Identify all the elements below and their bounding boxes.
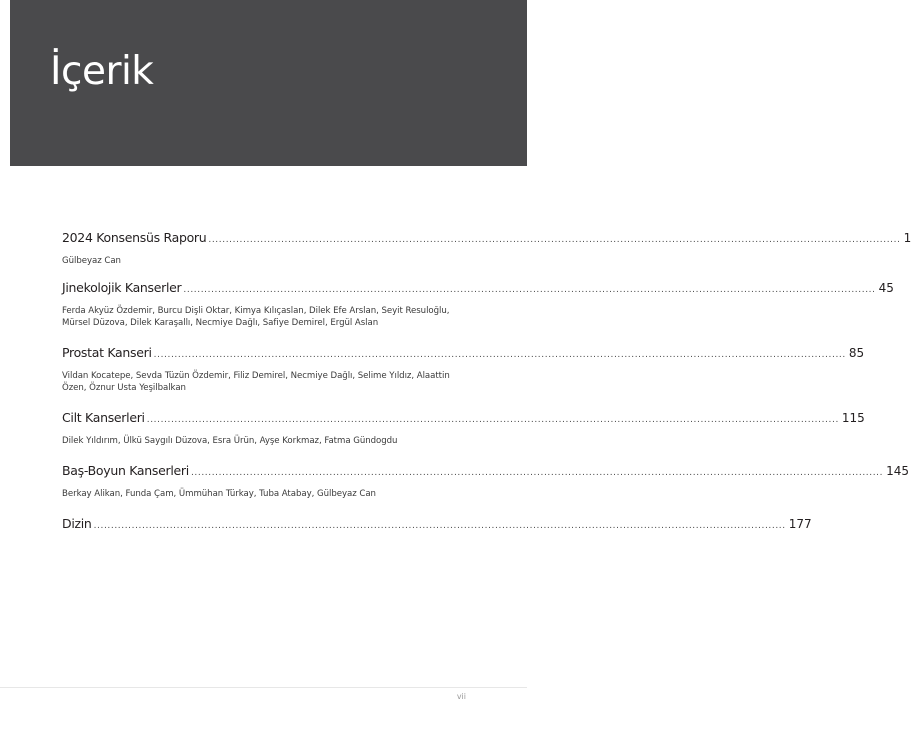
toc-entry-authors: Dilek Yıldırım, Ülkü Saygılı Düzova, Esra Ürün, Ayşe Korkmaz, Fatma Gündogdu xyxy=(62,436,398,446)
toc-page-number: 177 xyxy=(788,517,812,531)
toc-entry xyxy=(62,462,910,500)
toc-page-number: 85 xyxy=(848,346,865,360)
toc-entry-authors: Vildan Kocatepe, Sevda Tüzün Özdemir, Filiz Demirel, Necmiye Dağlı, Selime Yıldız, Alaattin Özen, Öznur Usta Yeşilbalkan xyxy=(62,371,450,393)
toc-entry xyxy=(62,344,865,394)
toc-line[interactable] xyxy=(62,344,865,364)
table-of-contents xyxy=(62,229,911,535)
toc-dot-leader: ........................................................................................................................................................................................................ xyxy=(183,285,876,295)
toc-entry-authors: Gülbeyaz Can xyxy=(62,256,121,266)
toc-line[interactable] xyxy=(62,229,911,249)
toc-entry xyxy=(62,409,865,447)
toc-line[interactable] xyxy=(62,409,865,429)
toc-entry-title: Cilt Kanserleri xyxy=(62,410,145,425)
toc-page-number: 115 xyxy=(841,411,865,425)
toc-entry-authors: Ferda Akyüz Özdemir, Burcu Dişli Oktar, Kimya Kılıçaslan, Dilek Efe Arslan, Seyit Resuloğlu, Mürsel Düzova, Dilek Karaşallı, Necmiye Dağlı, Safiye Demirel, Ergül Aslan xyxy=(62,306,450,328)
toc-line[interactable] xyxy=(62,462,910,482)
toc-entry-title: 2024 Konsensüs Raporu xyxy=(62,230,207,245)
toc-dot-leader: ........................................................................................................................................................................................................ xyxy=(208,235,901,245)
toc-dot-leader: ........................................................................................................................................................................................................ xyxy=(93,521,786,531)
toc-entry-title: Prostat Kanseri xyxy=(62,345,152,360)
toc-line[interactable] xyxy=(62,279,894,299)
toc-entry-title: Jinekolojik Kanserler xyxy=(62,280,182,295)
toc-entry-authors: Berkay Alikan, Funda Çam, Ümmühan Türkay, Tuba Atabay, Gülbeyaz Can xyxy=(62,489,376,499)
toc-entry-title: Dizin xyxy=(62,516,92,531)
page-title: İçerik xyxy=(50,49,154,94)
toc-dot-leader: ........................................................................................................................................................................................................ xyxy=(146,415,839,425)
toc-entry xyxy=(62,229,911,267)
toc-line[interactable] xyxy=(62,515,812,535)
page-folio: vii xyxy=(456,692,466,701)
toc-dot-leader: ........................................................................................................................................................................................................ xyxy=(153,350,846,360)
toc-page-number: 1 xyxy=(903,231,911,245)
toc-entry xyxy=(62,279,894,329)
toc-page-number: 145 xyxy=(886,464,910,478)
footer-divider xyxy=(0,687,527,688)
toc-entry-title: Baş-Boyun Kanserleri xyxy=(62,463,189,478)
toc-dot-leader: ........................................................................................................................................................................................................ xyxy=(190,468,884,478)
toc-entry xyxy=(62,515,812,535)
toc-page-number: 45 xyxy=(878,281,894,295)
